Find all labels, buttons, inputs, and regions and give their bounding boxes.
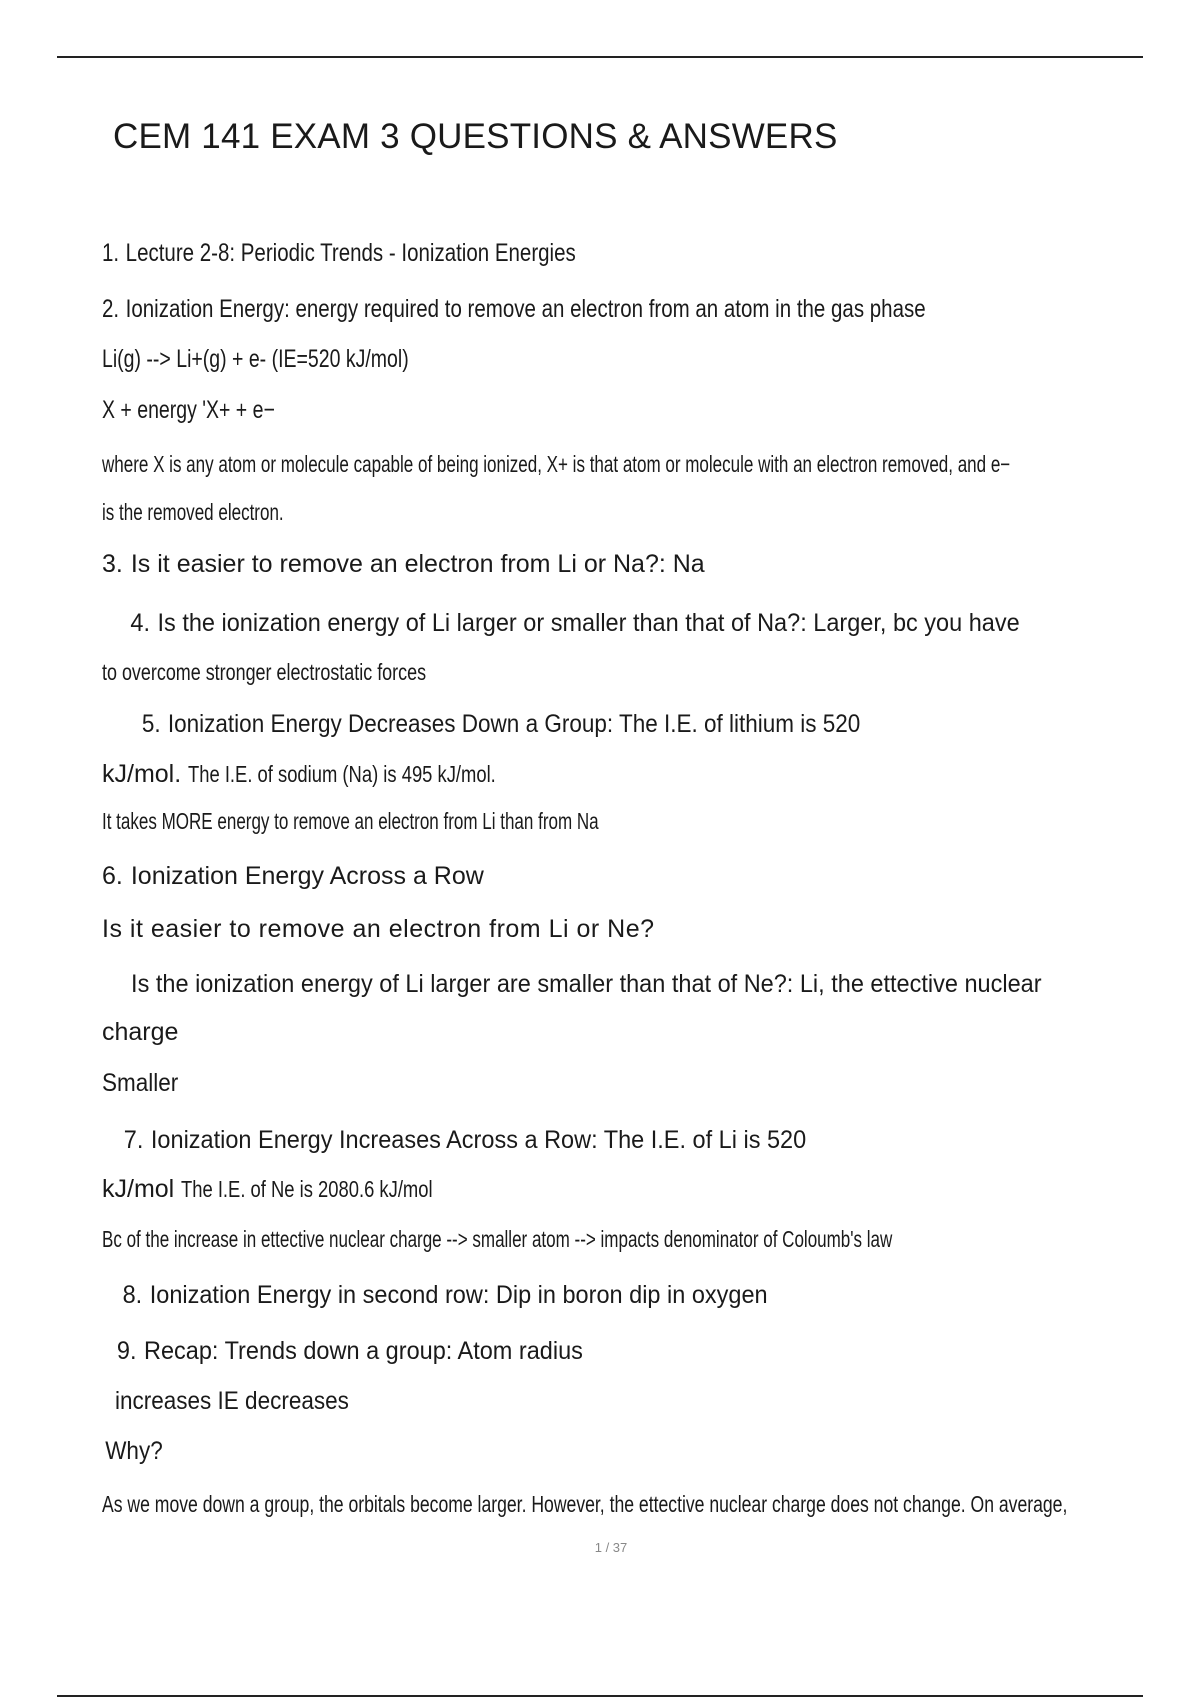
item-2-line-2: Li(g) --> Li+(g) + e- (IE=520 kJ/mol) [102,345,409,373]
item-number: 7. [123,1126,144,1154]
item-7-line-1: 7. Ionization Energy Increases Across a Row: The I.E. of Li is 520 [123,1126,807,1154]
item-4-line-1: 4. Is the ionization energy of Li larger or smaller than that of Na?: Larger, bc you have [130,609,1020,637]
item-6-line-4: charge [102,1018,179,1046]
item-9-line-2: increases IE decreases [114,1387,349,1415]
item-6-line-5: Smaller [102,1069,179,1097]
item-6-line-3: Is the ionization energy of Li larger are smaller than that of Ne?: Li, the ettective nuclear [131,970,1042,998]
item-9-line-4: As we move down a group, the orbitals become larger. However, the ettective nuclear charge does not change. On average, [102,1491,1068,1517]
item-3-line-1: 3. Is it easier to remove an electron from Li or Na?: Na [102,550,705,578]
item-number: 2. [102,295,120,323]
item-number: 3. [102,550,123,578]
item-2-line-4: where X is any atom or molecule capable of being ionized, X+ is that atom or molecule with an electron removed, and e− [102,451,1011,477]
page-number: 1 / 37 [594,1540,628,1555]
item-9-line-1: 9. Recap: Trends down a group: Atom radius [116,1337,583,1365]
item-9-line-3: Why? [105,1437,163,1465]
item-number: 5. [141,710,161,738]
item-4-line-2: to overcome stronger electrostatic forces [102,659,427,685]
bottom-rule [57,1695,1143,1697]
item-number: 6. [102,862,123,890]
item-7-line-2: kJ/mol The I.E. of Ne is 2080.6 kJ/mol [102,1175,433,1203]
item-1-line-1: 1. Lecture 2-8: Periodic Trends - Ionization Energies [102,239,576,267]
item-6-line-1: 6. Ionization Energy Across a Row [102,862,484,890]
item-number: 1. [102,239,120,267]
item-5-line-3: It takes MORE energy to remove an electron from Li than from Na [102,808,599,834]
item-8-line-1: 8. Ionization Energy in second row: Dip in boron dip in oxygen [122,1281,768,1309]
item-6-line-2: Is it easier to remove an electron from Li or Ne? [102,915,655,943]
item-number: 4. [130,609,150,637]
item-7-line-3: Bc of the increase in ettective nuclear charge --> smaller atom --> impacts denominator of Coloumb's law [102,1226,893,1252]
top-rule [57,56,1143,58]
item-number: 8. [122,1281,143,1309]
item-number: 9. [116,1337,137,1365]
item-5-line-2: kJ/mol. The I.E. of sodium (Na) is 495 kJ/mol. [102,760,496,788]
document-title: CEM 141 EXAM 3 QUESTIONS & ANSWERS [113,117,838,156]
item-2-line-1: 2. Ionization Energy: energy required to remove an electron from an atom in the gas phase [102,295,926,323]
item-2-line-3: X + energy 'X+ + e− [102,396,275,424]
item-2-line-5: is the removed electron. [102,499,284,525]
item-5-line-1: 5. Ionization Energy Decreases Down a Group: The I.E. of lithium is 520 [141,710,861,738]
